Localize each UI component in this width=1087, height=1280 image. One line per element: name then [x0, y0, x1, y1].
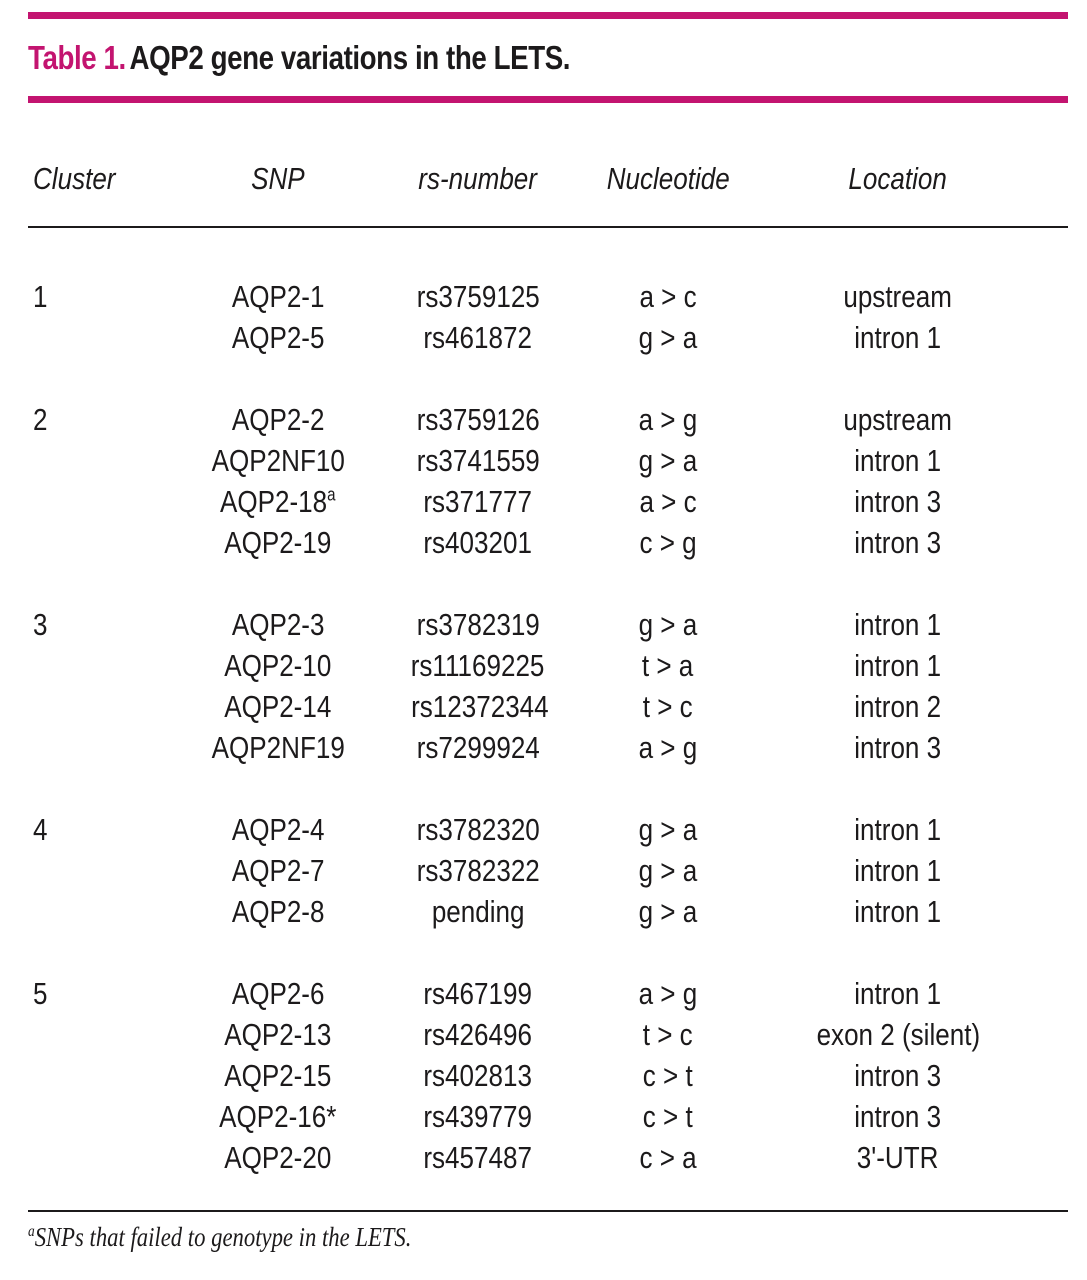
snp-cell: AQP2-6	[231, 975, 325, 1011]
column-header-snp: SNP	[251, 160, 305, 196]
nucleotide-cell: g > a	[638, 893, 698, 929]
rs-number-cell: rs3782319	[416, 606, 540, 642]
table-row	[28, 1055, 1068, 1096]
rs-number-cell: rs3741559	[416, 442, 540, 478]
nucleotide-cell: a > g	[638, 401, 698, 437]
location-cell: intron 1	[854, 811, 942, 847]
table-row	[28, 809, 1068, 850]
rs-number-cell: rs457487	[423, 1139, 533, 1175]
nucleotide-cell: c > a	[639, 1139, 697, 1175]
rs-number-cell: rs3759126	[416, 401, 540, 437]
rs-number-cell: rs3759125	[416, 278, 540, 314]
nucleotide-cell: c > t	[643, 1098, 693, 1134]
cluster-group	[28, 276, 1068, 358]
snp-cell: AQP2-10	[224, 647, 332, 683]
location-cell: intron 3	[854, 524, 942, 560]
table-row	[28, 604, 1068, 645]
table-row	[28, 276, 1068, 317]
table-row	[28, 1096, 1068, 1137]
table-row	[28, 481, 1068, 522]
rs-number-cell: rs3782320	[416, 811, 540, 847]
footnote-marker: a	[28, 1223, 35, 1240]
snp-cell: AQP2NF10	[211, 442, 345, 478]
nucleotide-cell: a > g	[638, 975, 698, 1011]
column-header-cluster: Cluster	[33, 160, 116, 196]
snp-cell: AQP2-20	[224, 1139, 332, 1175]
location-cell: intron 2	[854, 688, 942, 724]
cluster-group	[28, 604, 1068, 768]
cluster-id-cell: 3	[33, 606, 48, 642]
cluster-group	[28, 399, 1068, 563]
rs-number-cell: rs461872	[423, 319, 533, 355]
cluster-id-cell: 1	[33, 278, 48, 314]
column-header-rs-number: rs-number	[418, 160, 538, 196]
footnote-divider-rule	[28, 1210, 1068, 1212]
rs-number-cell: rs371777	[423, 483, 533, 519]
cluster-group	[28, 973, 1068, 1178]
rs-number-cell: rs439779	[423, 1098, 533, 1134]
table-row	[28, 973, 1068, 1014]
rs-number-cell: rs3782322	[416, 852, 540, 888]
rs-number-cell: rs7299924	[416, 729, 540, 765]
nucleotide-cell: t > a	[642, 647, 694, 683]
table-row	[28, 522, 1068, 563]
column-header-location: Location	[848, 160, 948, 196]
snp-cell: AQP2-13	[224, 1016, 332, 1052]
cluster-id-cell: 5	[33, 975, 48, 1011]
nucleotide-cell: a > c	[639, 278, 697, 314]
snp-cell: AQP2-4	[231, 811, 325, 847]
nucleotide-cell: c > t	[643, 1057, 693, 1093]
snp-cell: AQP2-16*	[219, 1098, 337, 1134]
footnote-text: SNPs that failed to genotype in the LETS.	[34, 1222, 412, 1252]
top-accent-rule	[28, 12, 1068, 19]
location-cell: intron 1	[854, 647, 942, 683]
table-title-text: AQP2 gene variations in the LETS.	[129, 39, 571, 76]
location-cell: upstream	[843, 278, 953, 314]
snp-cell: AQP2NF19	[211, 729, 345, 765]
snp-footnote-marker: a	[327, 484, 336, 505]
location-cell: intron 3	[854, 1098, 942, 1134]
table-footnote	[28, 1219, 1068, 1255]
rs-number-cell: rs467199	[423, 975, 533, 1011]
nucleotide-cell: g > a	[638, 852, 698, 888]
nucleotide-cell: t > c	[643, 1016, 693, 1052]
snp-cell: AQP2-2	[231, 401, 325, 437]
location-cell: intron 1	[854, 442, 942, 478]
table-row	[28, 440, 1068, 481]
snp-cell: AQP2-3	[231, 606, 325, 642]
location-cell: intron 3	[854, 1057, 942, 1093]
location-cell: upstream	[843, 401, 953, 437]
nucleotide-cell: g > a	[638, 319, 698, 355]
nucleotide-cell: g > a	[638, 811, 698, 847]
snp-cell: AQP2-18$^a$	[220, 483, 336, 519]
rs-number-cell: rs12372344	[411, 688, 549, 724]
location-cell: intron 3	[854, 483, 942, 519]
snp-cell: AQP2-15	[224, 1057, 332, 1093]
cluster-group	[28, 809, 1068, 932]
table-row	[28, 727, 1068, 768]
rs-number-cell: rs402813	[423, 1057, 533, 1093]
nucleotide-cell: t > c	[643, 688, 693, 724]
table-body	[28, 276, 1068, 1178]
title-accent-rule	[28, 96, 1068, 103]
nucleotide-cell: a > c	[639, 483, 697, 519]
column-header-row	[28, 158, 1068, 199]
rs-number-cell: rs403201	[423, 524, 533, 560]
location-cell: intron 1	[854, 893, 942, 929]
location-cell: 3'-UTR	[857, 1139, 939, 1175]
table-row	[28, 1014, 1068, 1055]
nucleotide-cell: g > a	[638, 606, 698, 642]
table-row	[28, 891, 1068, 932]
table-row	[28, 317, 1068, 358]
table-row	[28, 686, 1068, 727]
snp-cell: AQP2-14	[224, 688, 332, 724]
snp-cell: AQP2-19	[224, 524, 332, 560]
location-cell: intron 1	[854, 852, 942, 888]
location-cell: intron 1	[854, 319, 942, 355]
rs-number-cell: pending	[431, 893, 525, 929]
snp-cell: AQP2-5	[231, 319, 325, 355]
nucleotide-cell: g > a	[638, 442, 698, 478]
table-row	[28, 850, 1068, 891]
snp-cell: AQP2-8	[231, 893, 325, 929]
table-row	[28, 1137, 1068, 1178]
cluster-id-cell: 2	[33, 401, 48, 437]
cluster-id-cell: 4	[33, 811, 48, 847]
header-divider-rule	[28, 226, 1068, 228]
table-row	[28, 399, 1068, 440]
table-row	[28, 645, 1068, 686]
location-cell: intron 3	[854, 729, 942, 765]
snp-cell: AQP2-1	[231, 278, 325, 314]
location-cell: intron 1	[854, 606, 942, 642]
rs-number-cell: rs426496	[423, 1016, 533, 1052]
location-cell: exon 2 (silent)	[816, 1016, 980, 1052]
snp-cell: AQP2-7	[231, 852, 325, 888]
column-header-nucleotide: Nucleotide	[606, 160, 730, 196]
rs-number-cell: rs11169225	[411, 647, 545, 683]
table-title	[28, 39, 1068, 77]
nucleotide-cell: a > g	[638, 729, 698, 765]
table-title-label: Table 1.	[28, 39, 126, 76]
location-cell: intron 1	[854, 975, 942, 1011]
nucleotide-cell: c > g	[639, 524, 697, 560]
table-figure	[28, 12, 1068, 1255]
